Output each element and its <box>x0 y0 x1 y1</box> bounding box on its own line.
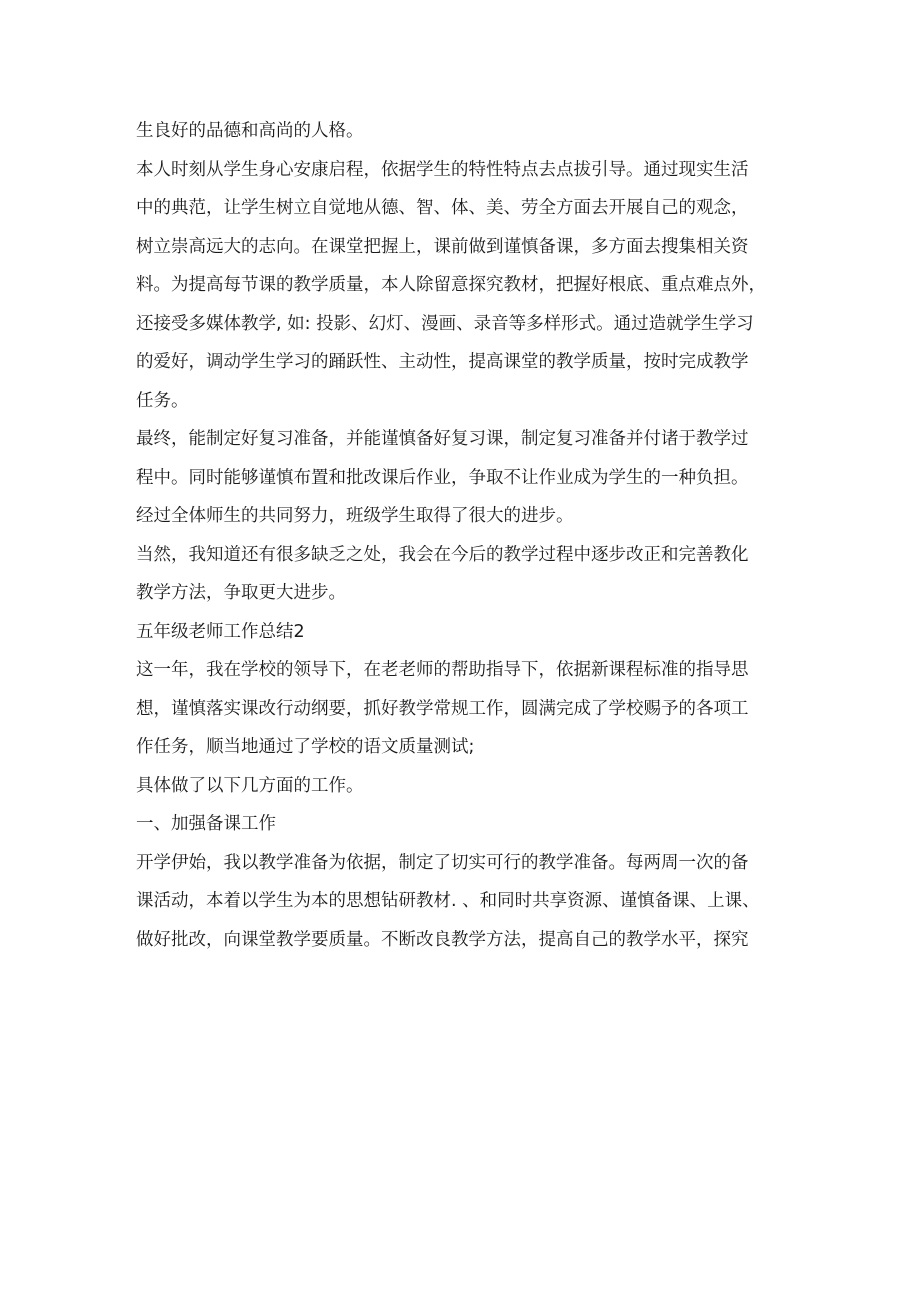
section-heading: 一、加强备课工作 <box>136 814 276 834</box>
text-line: 想，谨慎落实课改行动纲要，抓好教学常规工作，圆满完成了学校赐予的各项工 <box>136 698 749 719</box>
text-line: 经过全体师生的共同努力，班级学生取得了很大的进步。 <box>136 506 574 526</box>
text-line: 中的典范，让学生树立自觉地从德、智、体、美、劳全方面去开展自己的观念， <box>136 198 749 218</box>
text-line: 课活动，本着以学生为本的思想钻研教材. 、和同时共享资源、谨慎备课、上课、 <box>136 891 760 911</box>
text-line: 这一年，我在学校的领导下，在老老师的帮助指导下，依据新课程标准的指导思 <box>136 660 749 680</box>
text-line: 做好批改，向课堂教学要质量。不断改良教学方法，提高自己的教学水平，探究 <box>136 929 749 950</box>
body-text <box>136 112 796 959</box>
section-title: 五年级老师工作总结2 <box>136 621 305 642</box>
text-line: 的爱好，调动学生学习的踊跃性、主动性，提高课堂的教学质量，按时完成教学 <box>136 352 749 372</box>
text-line: 当然，我知道还有很多缺乏之处，我会在今后的教学过程中逐步改正和完善教化 <box>136 544 749 565</box>
text-line: 还接受多媒体教学, 如: 投影、幻灯、漫画、录音等多样形式。通过造就学生学习 <box>136 313 754 334</box>
text-line: 程中。同时能够谨慎布置和批改课后作业，争取不让作业成为学生的一种负担。 <box>136 467 749 488</box>
text-line: 本人时刻从学生身心安康启程，依据学生的特性特点去点拔引导。通过现实生活 <box>136 159 749 180</box>
text-line: 树立崇高远大的志向。在课堂把握上，课前做到谨慎备课，多方面去搜集相关资 <box>136 236 749 257</box>
text-line: 教学方法，争取更大进步。 <box>136 583 346 603</box>
text-line: 作任务，顺当地通过了学校的语文质量测试; <box>136 737 475 757</box>
text-line: 料。为提高每节课的教学质量，本人除留意探究教材，把握好根底、重点难点外， <box>136 275 766 295</box>
text-line: 最终，能制定好复习准备，并能谨慎备好复习课，制定复习准备并付诸于教学过 <box>136 429 749 449</box>
text-line: 任务。 <box>136 390 189 411</box>
text-line: 具体做了以下几方面的工作。 <box>136 775 364 796</box>
text-line: 生良好的品德和高尚的人格。 <box>136 121 364 141</box>
text-line: 开学伊始，我以教学准备为依据，制定了切实可行的教学准备。每两周一次的备 <box>136 852 749 873</box>
